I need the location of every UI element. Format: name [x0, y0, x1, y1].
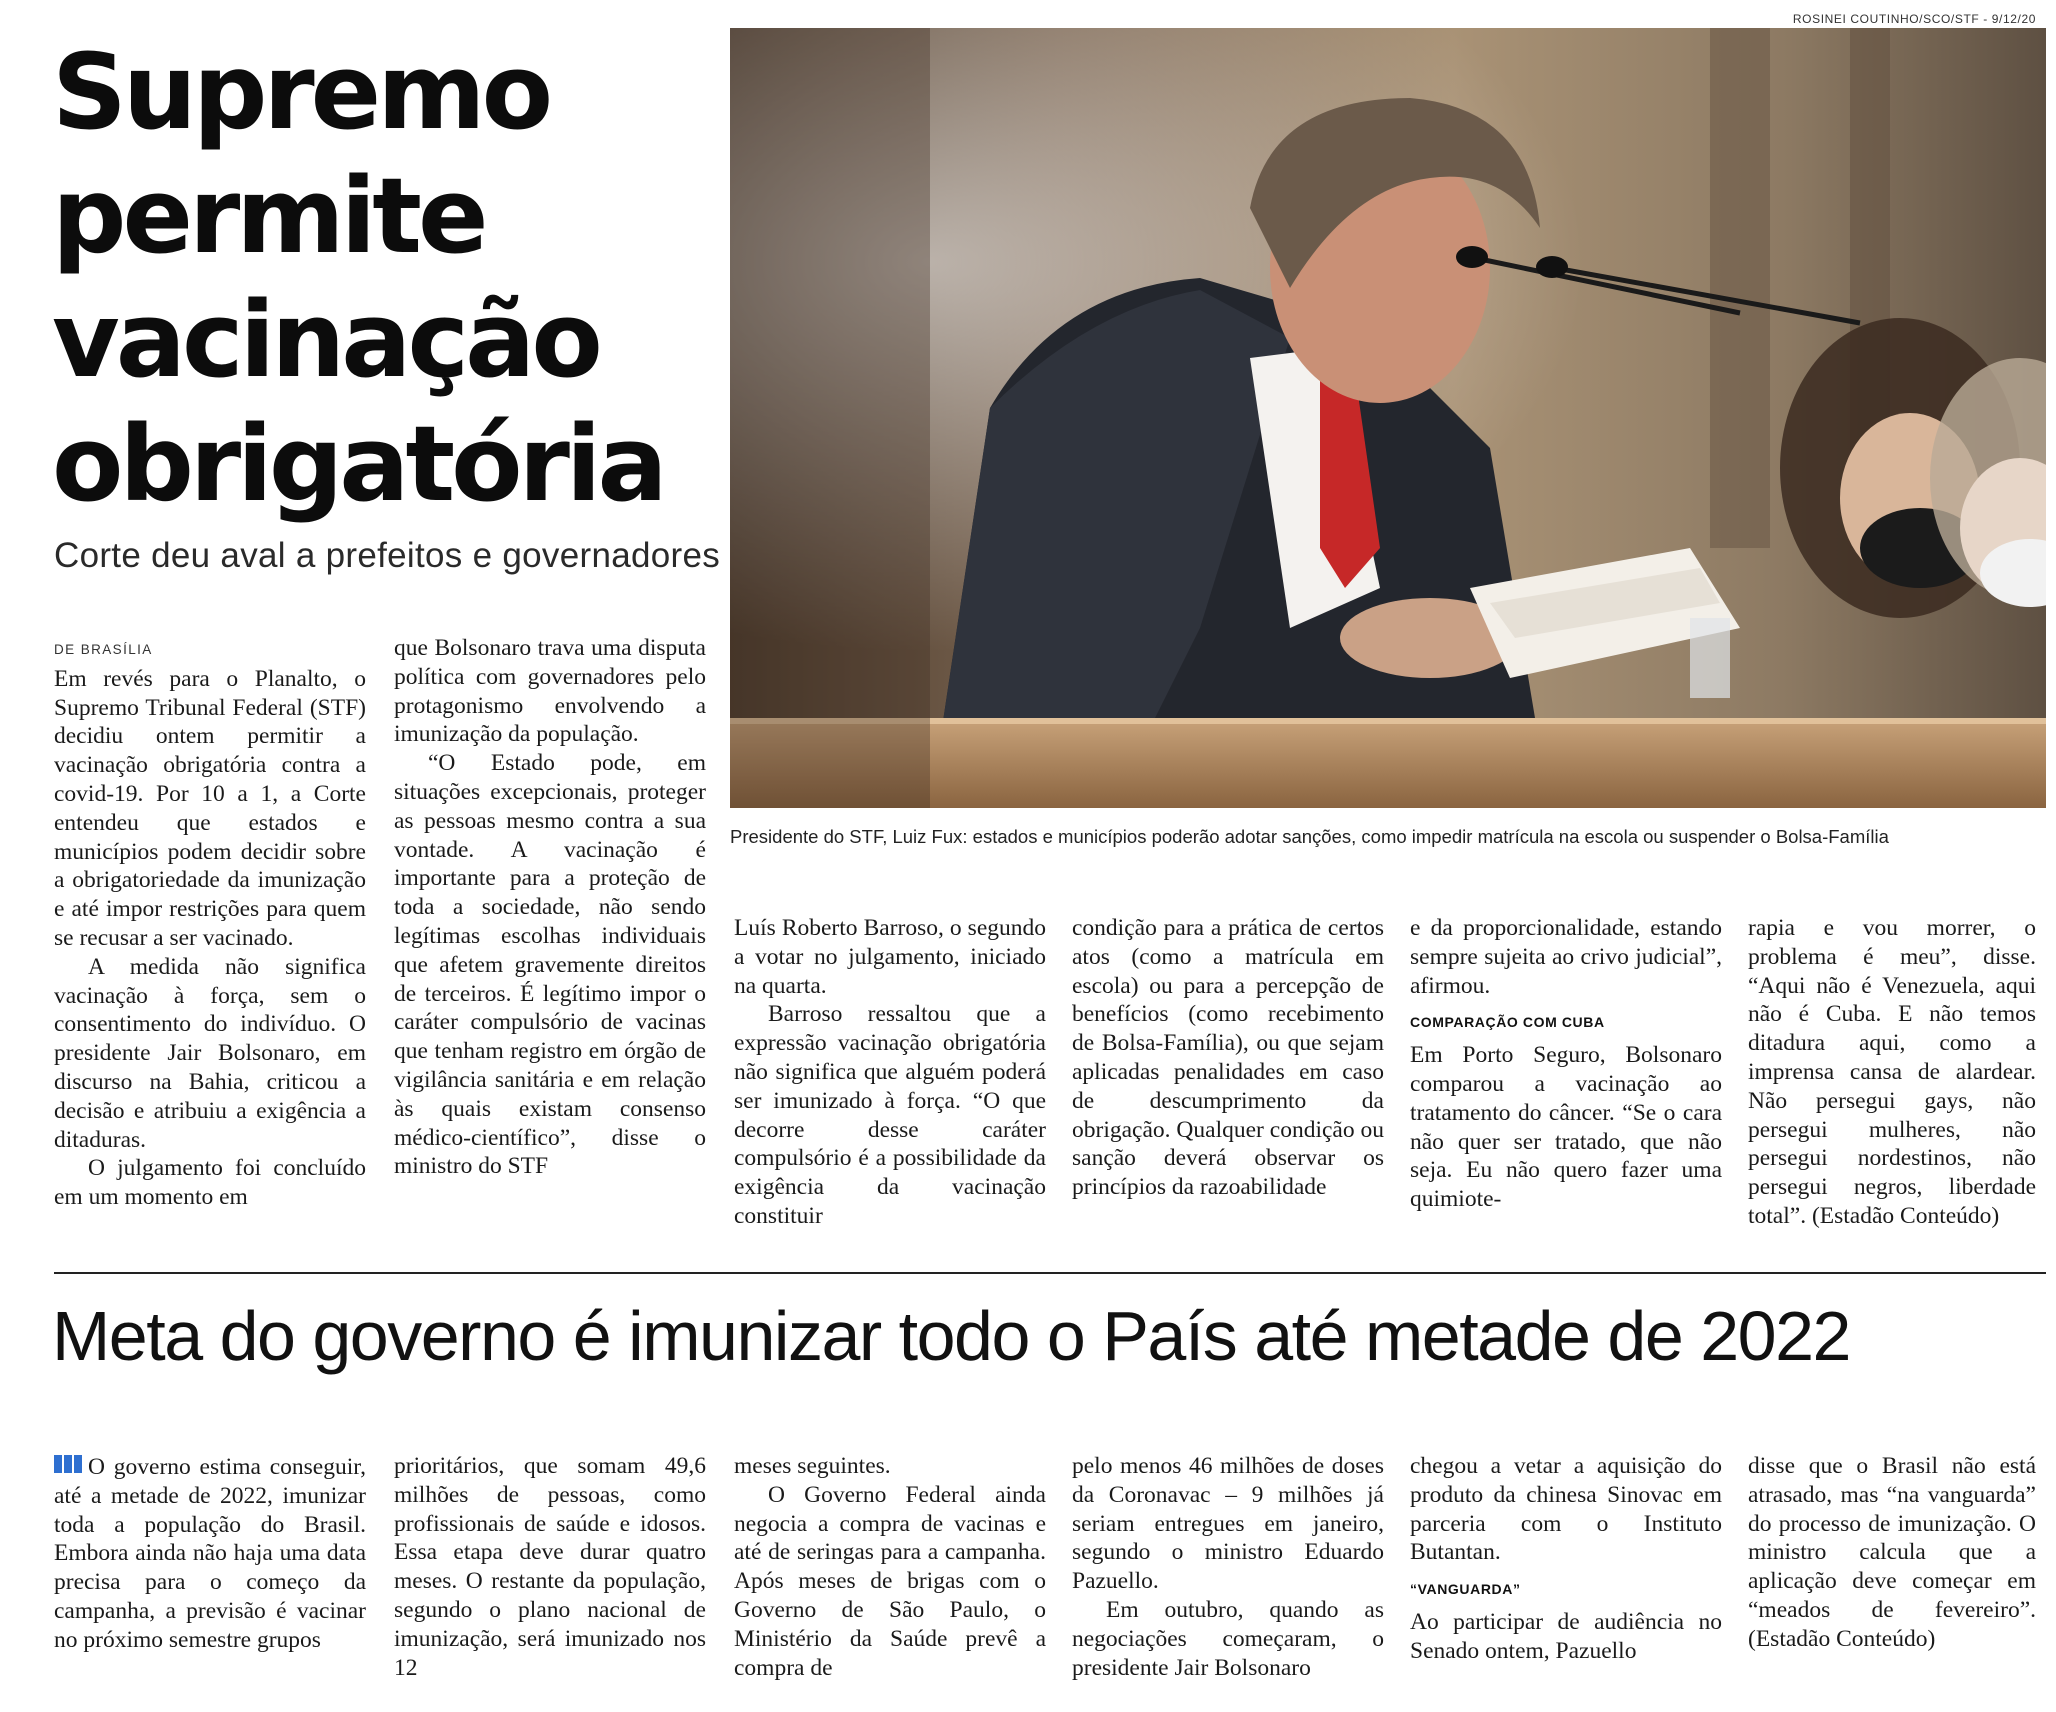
paragraph: A medida não significa vacinação à força, sem o consentimento do indivíduo. O presidente Jair Bolsonaro, em discurso na Bahia, criticou a decisão e atribuiu a exigência a ditaduras.	[54, 953, 366, 1153]
section-subtitle: “VANGUARDA”	[1410, 1581, 1521, 1598]
story1-column-4	[1072, 914, 1384, 1234]
paragraph: Ao participar de audiência no Senado ontem, Pazuello	[1410, 1608, 1722, 1664]
paragraph: Luís Roberto Barroso, o segundo a votar no julgamento, iniciado na quarta.	[734, 915, 1046, 999]
story2-column-2	[394, 1452, 706, 1702]
paragraph	[54, 1452, 366, 1655]
paragraph: prioritários, que somam 49,6 milhões de pessoas, como profissionais de saúde e idosos. Essa etapa deve durar quatro meses. O restante da população, segundo o plano nacional de imunização, será imunizado nos 12	[394, 1453, 706, 1681]
story2-column-6	[1748, 1452, 2036, 1702]
story1-column-1	[54, 636, 366, 1236]
dateline: DE BRASÍLIA	[54, 642, 153, 657]
paragraph: O julgamento foi concluído em um momento em	[54, 1155, 366, 1211]
subheadline: Corte deu aval a prefeitos e governadores	[54, 536, 721, 575]
paragraph: Em Porto Seguro, Bolsonaro comparou a vacinação ao tratamento do câncer. “Se o cara não quer ser tratado, que não seja. Eu não quero fazer uma quimiote-	[1410, 1042, 1722, 1213]
photo-credit: ROSINEI COUTINHO/SCO/STF - 9/12/20	[1792, 12, 2036, 26]
story2-column-3	[734, 1452, 1046, 1702]
story2-column-1	[54, 1452, 366, 1702]
paragraph: Em outubro, quando as negociações começaram, o presidente Jair Bolsonaro	[1072, 1596, 1384, 1681]
section-marker-icon	[54, 1452, 84, 1481]
story1-column-2	[394, 634, 706, 1234]
paragraph-text: O governo estima conseguir, até a metade de 2022, imunizar toda a população do Brasil. Embora ainda não haja uma data precisa para o começo da campanha, a previsão é vacinar no próximo semestre grupos	[54, 1454, 366, 1653]
story2-column-4	[1072, 1452, 1384, 1702]
story1-column-3	[734, 914, 1046, 1234]
headline-line: obrigatória	[52, 403, 664, 525]
photo-caption: Presidente do STF, Luiz Fux: estados e municípios poderão adotar sanções, como impedir matrícula na escola ou suspender o Bolsa-Família	[730, 826, 1889, 847]
paragraph: Em revés para o Planalto, o Supremo Tribunal Federal (STF) decidiu ontem permitir a vacinação obrigatória contra a covid-19. Por 10 a 1, a Corte entendeu que estados e municípios podem decidir sobre a obrigatoriedade da imunização e até impor restrições para quem se recusar a ser vacinado.	[54, 665, 366, 951]
court-photo	[730, 28, 2046, 808]
headline-line: vacinação	[52, 279, 599, 401]
paragraph: chegou a vetar a aquisição do produto da chinesa Sinovac em parceria com o Instituto Butantan.	[1410, 1453, 1722, 1566]
headline-line: permite	[52, 155, 485, 277]
story2-column-5	[1410, 1452, 1722, 1702]
story1-column-6	[1748, 914, 2036, 1234]
headline-line: Supremo	[52, 31, 550, 153]
paragraph: e da proporcionalidade, estando sempre sujeita ao crivo judicial”, afirmou.	[1410, 915, 1722, 999]
paragraph: meses seguintes.	[734, 1453, 891, 1479]
paragraph: condição para a prática de certos atos (como a matrícula em escola) ou para a percepção de benefícios (como recebimento de Bolsa-Família), ou que sejam aplicadas penalidades em caso de descumprimento da obrigação. Qualquer condição ou sanção deverá observar os princípios da razoabilidade	[1072, 915, 1384, 1201]
paragraph: “O Estado pode, em situações excepcionais, proteger as pessoas mesmo contra a sua vontade. A vacinação é importante para a proteção de toda a sociedade, não sendo legítimas escolhas individuais que afetem gravemente direitos de terceiros. É legítimo impor o caráter compulsório de vacinas que tenham registro em órgão de vigilância sanitária e em relação às quais existam consenso médico-científico”, disse o ministro do STF	[394, 750, 706, 1180]
story1-column-5	[1410, 914, 1722, 1234]
paragraph: rapia e vou morrer, o problema é meu”, disse. “Aqui não é Venezuela, aqui não é Cuba. E não temos ditadura aqui, como a imprensa cansa de alardear. Não persegui gays, não persegui mulheres, não persegui nordestinos, não persegui negros, liberdade total”. (Estadão Conteúdo)	[1748, 915, 2036, 1229]
paragraph: Barroso ressaltou que a expressão vacinação obrigatória não significa que alguém poderá ser imunizado à força. “O que decorre desse caráter compulsório é a possibilidade da exigência da vacinação constituir	[734, 1001, 1046, 1229]
headline	[52, 30, 692, 526]
paragraph: que Bolsonaro trava uma disputa política com governadores pelo protagonismo envolvendo a imunização da população.	[394, 635, 706, 748]
headline-2: Meta do governo é imunizar todo o País até metade de 2022	[52, 1297, 1850, 1375]
paragraph: O Governo Federal ainda negocia a compra de vacinas e até de seringas para a campanha. Após meses de brigas com o Governo de São Paulo, o Ministério da Saúde prevê a compra de	[734, 1481, 1046, 1681]
section-subtitle: COMPARAÇÃO COM CUBA	[1410, 1014, 1605, 1031]
section-divider	[54, 1272, 2046, 1274]
paragraph: pelo menos 46 milhões de doses da Coronavac – 9 milhões já seriam entregues em janeiro, segundo o ministro Eduardo Pazuello.	[1072, 1453, 1384, 1595]
paragraph: disse que o Brasil não está atrasado, mas “na vanguarda” do processo de imunização. O ministro calcula que a aplicação deve começar em “meados de fevereiro”. (Estadão Conteúdo)	[1748, 1453, 2036, 1652]
